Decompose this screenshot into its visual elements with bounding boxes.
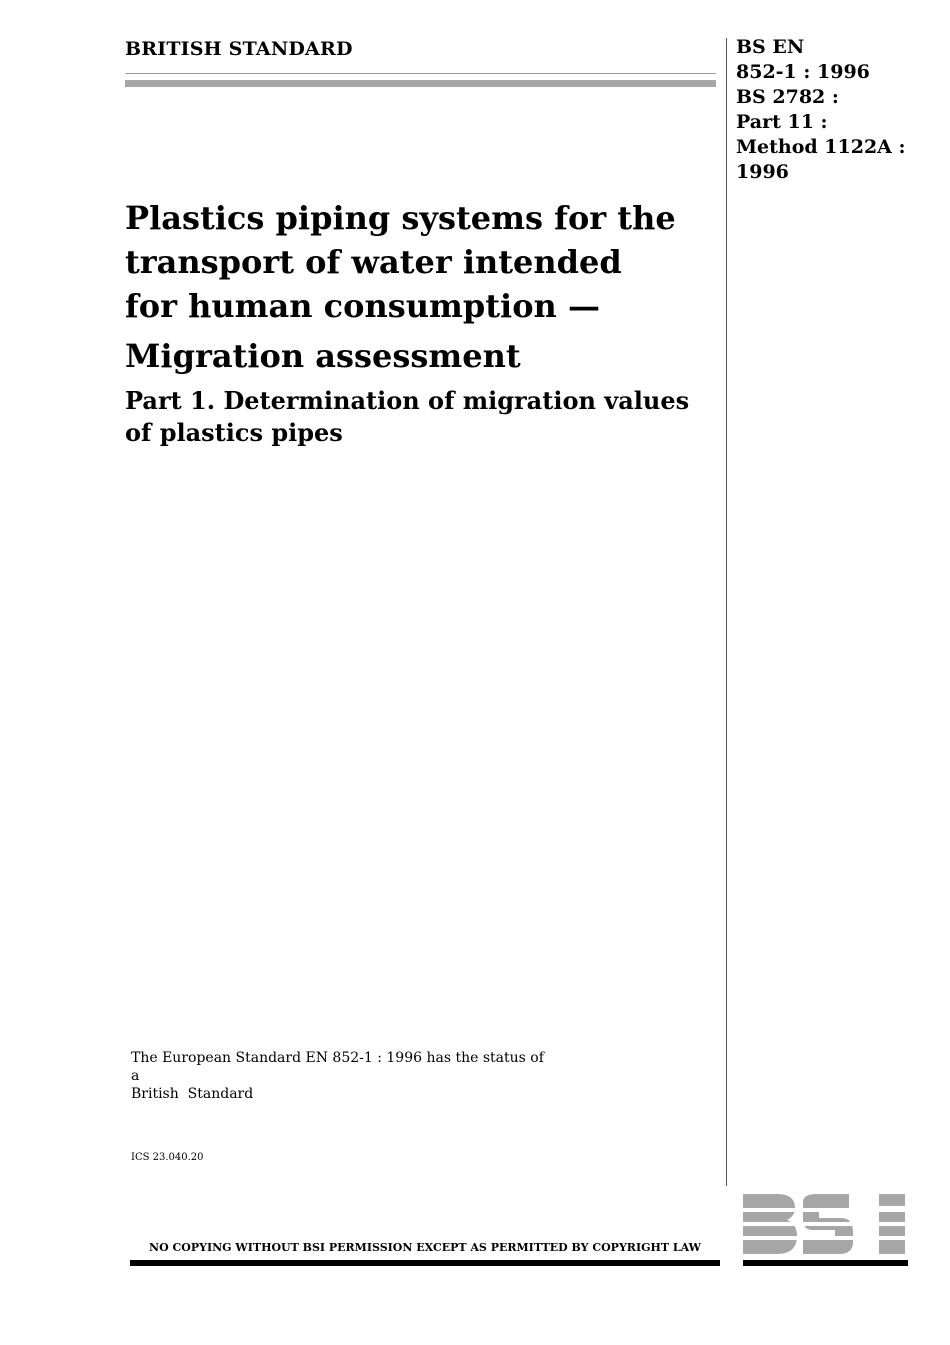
- logo-underline-bar: [743, 1260, 908, 1266]
- document-subtitle: Migration assessment: [125, 337, 521, 375]
- ics-code: ICS 23.040.20: [131, 1152, 204, 1163]
- status-statement: [131, 1049, 551, 1103]
- identifier-line: 1996: [736, 161, 789, 183]
- identifier-line: Part 11 :: [736, 111, 828, 133]
- identifier-line: 852-1 : 1996: [736, 61, 870, 83]
- document-type-label: BRITISH STANDARD: [125, 38, 353, 60]
- copyright-notice: NO COPYING WITHOUT BSI PERMISSION EXCEPT AS PERMITTED BY COPYRIGHT LAW: [149, 1241, 701, 1254]
- footer-bar: [130, 1260, 720, 1266]
- title-line: transport of water intended: [125, 243, 622, 281]
- header-rule-thick: [125, 80, 716, 87]
- vertical-divider: [726, 38, 727, 1186]
- logo-text: BSi: [743, 1192, 745, 1193]
- identifier-line: Method 1122A :: [736, 136, 906, 158]
- title-line: for human consumption —: [125, 287, 600, 325]
- part-title-line: of plastics pipes: [125, 418, 343, 447]
- document-title: [125, 196, 720, 328]
- part-title: [125, 385, 720, 449]
- part-title-line: Part 1. Determination of migration values: [125, 386, 690, 415]
- status-line: The European Standard EN 852-1 : 1996 has the status of a: [131, 1050, 544, 1084]
- identifier-line: BS 2782 :: [736, 86, 839, 108]
- status-line: British Standard: [131, 1086, 254, 1102]
- bsi-logo: [743, 1192, 908, 1256]
- standard-identifiers: [736, 35, 941, 185]
- identifier-line: BS EN: [736, 36, 805, 58]
- header-rule-thin: [125, 73, 716, 74]
- title-line: Plastics piping systems for the: [125, 199, 676, 237]
